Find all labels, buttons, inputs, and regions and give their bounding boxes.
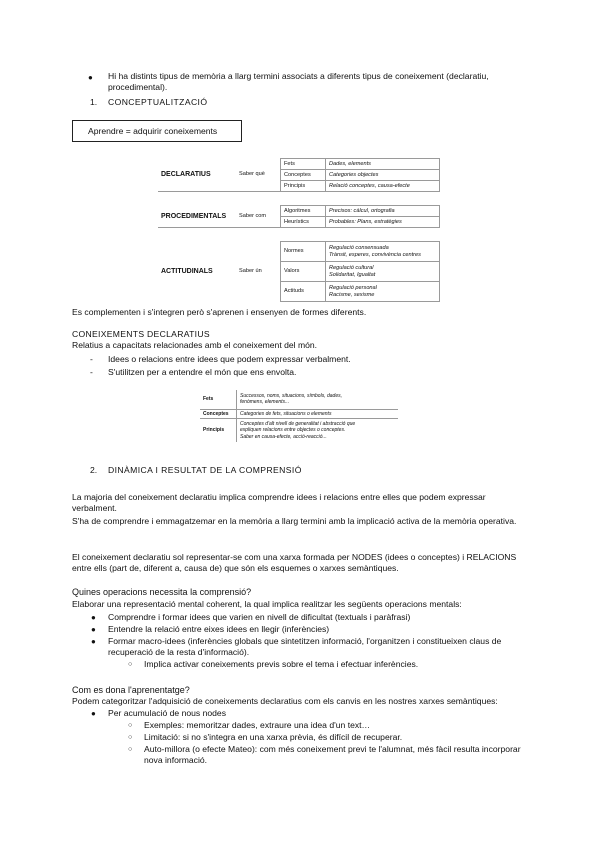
operacions-item: Entendre la relació entre eixes idees en llegir (inferències) xyxy=(108,624,330,634)
dash-marker: - xyxy=(90,354,93,364)
circle-marker: ○ xyxy=(128,722,133,729)
aprenentatge-subitem: Exemples: memoritzar dades, extraure una idea d'un text… xyxy=(144,720,371,730)
definition-text: Aprendre = adquirir coneixements xyxy=(88,126,218,136)
row-desc xyxy=(237,418,399,442)
desc-line: Conceptes d'alt nivell de generalitat i abstracció que xyxy=(240,421,356,428)
type-cell: Heurístics xyxy=(281,217,326,228)
row-desc: Categories de fets, situacions o elements xyxy=(237,409,399,418)
section1-title: CONCEPTUALITZACIÓ xyxy=(108,97,208,107)
desc-cell: Probables: Plans, estratègies xyxy=(326,217,440,228)
circle-marker: ○ xyxy=(128,746,133,753)
type-cell: Valors xyxy=(281,262,326,282)
dash-marker: - xyxy=(90,367,93,377)
section2-number: 2. xyxy=(90,465,98,475)
aprenentatge-question: Com es dona l'aprenentatge? xyxy=(72,685,190,695)
desc-line: Solidaritat, Igualtat xyxy=(329,271,376,278)
desc-line: Regulació personal xyxy=(329,284,377,291)
declaratius-item: Idees o relacions entre idees que podem expressar verbalment. xyxy=(108,354,351,364)
desc-line: Racisme, sexisme xyxy=(329,291,375,298)
type-cell: Principis xyxy=(281,181,326,192)
verb-actitudinals: Saber ún xyxy=(239,268,262,274)
desc-cell: Dades, elements xyxy=(326,159,440,170)
complement-paragraph: Es complementen i s'integren però s'aprenen i ensenyen de formes diferents. xyxy=(72,307,367,317)
row-desc xyxy=(237,390,399,409)
operacions-item: Formar macro-idees (inferències globals que sintetitzen informació, l'organitzen i constitueixen claus de recuperació de la resta d'informació). xyxy=(108,636,502,657)
desc-line: expliquen relacions entre objectes o conceptes. xyxy=(240,427,346,434)
operacions-intro: Elaborar una representació mental coherent, la qual implica realitzar les següents operacions mentals: xyxy=(72,599,462,609)
paragraph-3: El coneixement declaratiu sol representar-se com una xarxa formada per NODES (idees o conceptes) i RELACIONS entre ells (part de, diferent a, causa de) que són els esquemes o xarxes semàntiques. xyxy=(72,552,517,573)
desc-line: fenòmens, elements... xyxy=(240,399,290,406)
declaratius-table xyxy=(200,390,398,442)
aprenentatge-subitem: Auto-millora (o efecte Mateo): com més coneixement previ te l'alumnat, més fàcil resulta incorporar nova informació. xyxy=(144,744,521,765)
row-label: Conceptes xyxy=(200,409,237,418)
category-procedimentals: PROCEDIMENTALS xyxy=(161,212,227,220)
aprenentatge-intro: Podem categoritzar l'adquisició de coneixements declaratius com els canvis en les nostres xarxes semàntiques: xyxy=(72,696,498,706)
aprenentatge-bullet: Per acumulació de nous nodes xyxy=(108,708,227,718)
desc-cell xyxy=(326,262,440,282)
section1-number: 1. xyxy=(90,97,98,107)
paragraph-1: La majoria del coneixement declaratiu implica comprendre idees i relacions entre elles que podem expressar verbalment. xyxy=(72,492,486,513)
desc-line: Regulació consensuada xyxy=(329,244,389,251)
intro-bullet-text: Hi ha distints tipus de memòria a llarg termini associats a diferents tipus de coneixement (declaratiu, procedimental). xyxy=(108,71,489,92)
desc-line: Regulació cultural xyxy=(329,264,374,271)
operacions-subitem: Implica activar coneixements previs sobre el tema i efectuar inferències. xyxy=(144,659,419,669)
declaratius-item: S'utilitzen per a entendre el món que ens envolta. xyxy=(108,367,297,377)
desc-line: Trànsit, esperes, convivència centres xyxy=(329,251,421,258)
operacions-item: Comprendre i formar idees que varien en nivell de dificultat (textuals i paràfrasi) xyxy=(108,612,411,622)
section2-title: DINÀMICA I RESULTAT DE LA COMPRENSIÓ xyxy=(108,465,302,475)
paragraph-2: S'ha de comprendre i emmagatzemar en la memòria a llarg termini amb la implicació activa de la memòria operativa. xyxy=(72,516,517,526)
bullet-dot: ● xyxy=(91,637,96,646)
operacions-question: Quines operacions necessita la comprensió? xyxy=(72,587,252,597)
type-cell: Algoritmes xyxy=(281,206,326,217)
bullet-dot: ● xyxy=(91,709,96,718)
bullet-dot: ● xyxy=(88,73,93,82)
desc-cell: Relació conceptes, causa-efecte xyxy=(326,181,440,192)
aprenentatge-subitem: Limitació: si no s'integra en una xarxa prèvia, és difícil de recuperar. xyxy=(144,732,403,742)
verb-declaratius: Saber què xyxy=(239,171,265,178)
declaratius-intro: Relatius a capacitats relacionades amb el coneixement del món. xyxy=(72,340,318,350)
circle-marker: ○ xyxy=(128,734,133,741)
bullet-dot: ● xyxy=(91,613,96,622)
desc-cell xyxy=(326,242,440,262)
bullet-dot: ● xyxy=(91,625,96,634)
desc-line: Saber en causa-efecte, acció-reacció... xyxy=(240,433,327,440)
desc-cell: Precisos: càlcul, ortografia xyxy=(326,206,440,217)
type-cell: Fets xyxy=(281,159,326,170)
verb-procedimentals: Saber com xyxy=(239,212,267,219)
declaratius-heading: CONEIXEMENTS DECLARATIUS xyxy=(72,329,210,339)
category-declaratius: DECLARATIUS xyxy=(161,171,211,179)
type-cell: Normes xyxy=(281,242,326,262)
category-actitudinals: ACTITUDINALS xyxy=(161,268,213,275)
knowledge-types-table xyxy=(158,158,440,302)
desc-cell xyxy=(326,282,440,302)
type-cell: Conceptes xyxy=(281,170,326,181)
desc-cell: Categories objectes xyxy=(326,170,440,181)
desc-line: Successos, noms, situacions, símbols, dades, xyxy=(240,393,342,400)
row-label: Principis xyxy=(200,418,237,442)
circle-marker: ○ xyxy=(128,661,133,668)
type-cell: Actituds xyxy=(281,282,326,302)
row-label: Fets xyxy=(200,390,237,409)
